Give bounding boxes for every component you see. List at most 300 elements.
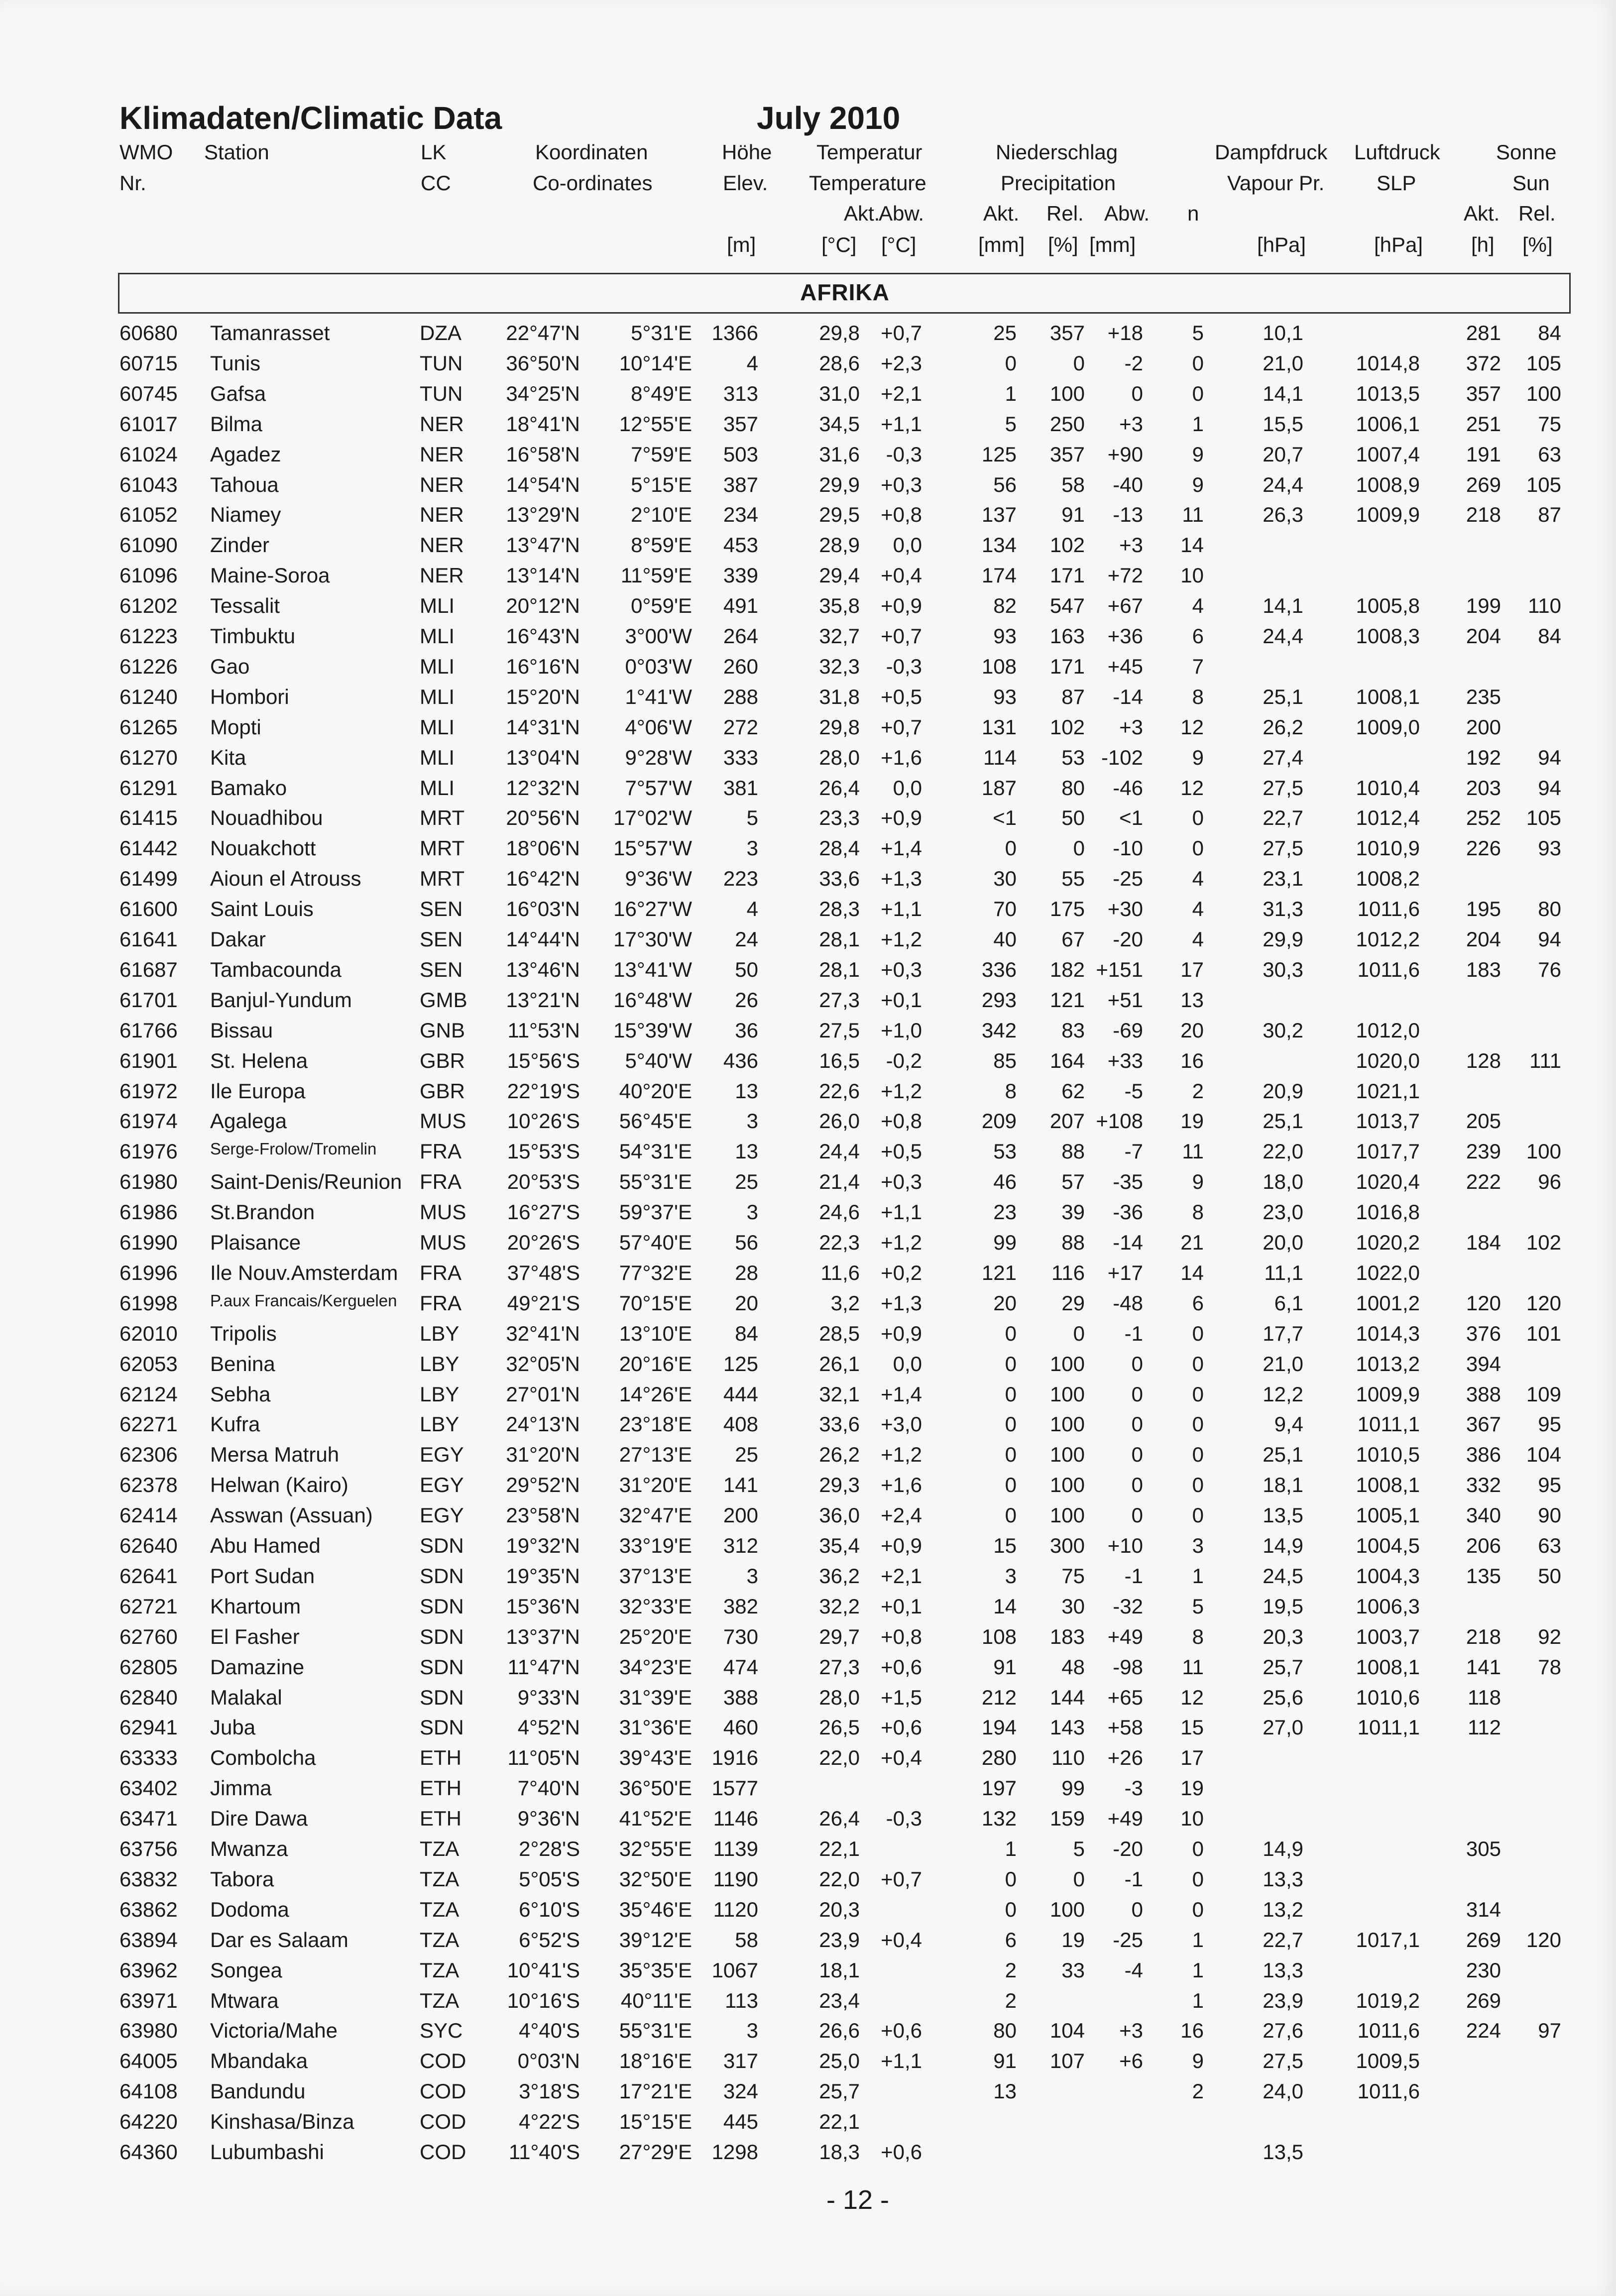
sun-relative: 110 bbox=[1528, 594, 1561, 618]
country-code: SDN bbox=[420, 1564, 464, 1588]
table-row bbox=[0, 1807, 1616, 1837]
temp-actual: 32,3 bbox=[819, 654, 860, 678]
longitude: 31°39'E bbox=[619, 1685, 692, 1709]
precip-actual: 0 bbox=[1005, 351, 1017, 375]
longitude: 59°37'E bbox=[619, 1200, 692, 1224]
elevation: 20 bbox=[735, 1291, 758, 1315]
sun-actual-label: Akt. bbox=[1464, 202, 1500, 225]
temp-actual: 18,1 bbox=[819, 1958, 860, 1982]
station-name: Tambacounda bbox=[210, 957, 342, 981]
station-name: Mersa Matruh bbox=[210, 1443, 340, 1467]
precip-deviation: +151 bbox=[1096, 957, 1143, 981]
latitude: 20°12'N bbox=[506, 594, 580, 618]
wmo-number: 61442 bbox=[119, 836, 178, 860]
wmo-number: 60745 bbox=[119, 381, 178, 405]
sun-hours: 251 bbox=[1466, 412, 1501, 436]
precip-relative: 75 bbox=[1061, 1564, 1085, 1588]
table-row bbox=[0, 1534, 1616, 1564]
longitude: 11°59'E bbox=[620, 564, 692, 587]
longitude: 7°57'W bbox=[625, 776, 692, 800]
wmo-number: 61901 bbox=[119, 1048, 178, 1072]
vapour-pressure: 14,1 bbox=[1263, 594, 1303, 618]
precip-days: 14 bbox=[1180, 1261, 1204, 1284]
vapour-pressure: 23,9 bbox=[1263, 1988, 1303, 2012]
wmo-number: 61291 bbox=[119, 776, 178, 800]
col-temperature-header: Temperatur bbox=[816, 140, 923, 164]
elevation: 381 bbox=[723, 776, 758, 800]
precip-actual: 121 bbox=[981, 1261, 1017, 1284]
elevation: 288 bbox=[723, 685, 758, 708]
sea-level-pressure: 1014,8 bbox=[1356, 351, 1420, 375]
precip-relative: 33 bbox=[1061, 1958, 1085, 1982]
temp-actual: 27,3 bbox=[819, 988, 860, 1012]
latitude: 18°41'N bbox=[506, 412, 580, 436]
station-name: St. Helena bbox=[210, 1048, 308, 1072]
sun-hours: 394 bbox=[1466, 1352, 1501, 1376]
vapour-pressure: 13,2 bbox=[1263, 1897, 1303, 1921]
wmo-number: 62124 bbox=[119, 1382, 178, 1406]
longitude: 8°49'E bbox=[631, 381, 692, 405]
country-code: GBR bbox=[420, 1048, 465, 1072]
sun-hours: 252 bbox=[1466, 806, 1501, 830]
latitude: 27°01'N bbox=[506, 1382, 580, 1406]
vapour-pressure: 25,1 bbox=[1263, 685, 1303, 708]
sun-hours: 357 bbox=[1466, 381, 1501, 405]
wmo-number: 61052 bbox=[119, 503, 178, 527]
temp-deviation: +0,9 bbox=[881, 806, 922, 830]
elevation: 339 bbox=[723, 564, 758, 587]
col-country-header: LK bbox=[421, 140, 447, 164]
station-name: Serge-Frolow/Tromelin bbox=[210, 1140, 377, 1158]
precip-relative: 88 bbox=[1061, 1140, 1085, 1163]
station-name: Mwanza bbox=[210, 1837, 288, 1860]
pressure-unit: [hPa] bbox=[1374, 233, 1423, 256]
temp-actual: 25,7 bbox=[819, 2079, 860, 2103]
elevation: 317 bbox=[723, 2049, 758, 2073]
vapour-pressure: 13,5 bbox=[1263, 2140, 1303, 2164]
precip-actual: 0 bbox=[1005, 1867, 1017, 1891]
country-code: COD bbox=[420, 2140, 466, 2164]
temp-actual: 28,6 bbox=[819, 351, 860, 375]
country-code: NER bbox=[420, 472, 464, 496]
table-row bbox=[0, 382, 1616, 412]
temp-actual: 29,7 bbox=[819, 1624, 860, 1648]
precip-relative: 163 bbox=[1049, 624, 1085, 648]
station-name: Plaisance bbox=[210, 1231, 301, 1254]
station-name: Banjul-Yundum bbox=[210, 988, 352, 1012]
latitude: 16°16'N bbox=[506, 654, 580, 678]
temp-actual: 26,4 bbox=[819, 1807, 860, 1831]
temp-actual: 35,8 bbox=[819, 594, 860, 618]
temp-actual: 29,9 bbox=[819, 472, 860, 496]
longitude: 57°40'E bbox=[619, 1231, 692, 1254]
temp-actual: 28,0 bbox=[819, 1685, 860, 1709]
latitude: 10°41'S bbox=[507, 1958, 580, 1982]
col-precipitation-header: Niederschlag bbox=[996, 140, 1118, 164]
precip-relative: 53 bbox=[1061, 745, 1085, 769]
precip-days: 2 bbox=[1192, 2079, 1204, 2103]
precip-days: 2 bbox=[1192, 1079, 1204, 1103]
sea-level-pressure: 1008,1 bbox=[1356, 1655, 1420, 1679]
latitude: 9°33'N bbox=[517, 1685, 580, 1709]
precip-relative: 144 bbox=[1049, 1685, 1085, 1709]
station-name: Asswan (Assuan) bbox=[210, 1503, 373, 1527]
elevation: 84 bbox=[735, 1321, 758, 1345]
country-code: SDN bbox=[420, 1685, 464, 1709]
latitude: 16°43'N bbox=[506, 624, 580, 648]
elevation: 453 bbox=[723, 533, 758, 557]
longitude: 17°02'W bbox=[613, 806, 692, 830]
station-name: Zinder bbox=[210, 533, 270, 557]
col-temperature-subheader: Temperature bbox=[809, 171, 926, 195]
temp-deviation: +0,9 bbox=[881, 1534, 922, 1557]
sun-relative: 120 bbox=[1526, 1928, 1561, 1952]
station-name: Tunis bbox=[210, 351, 261, 375]
elevation: 436 bbox=[723, 1048, 758, 1072]
table-row bbox=[0, 412, 1616, 443]
precip-days: 10 bbox=[1180, 564, 1204, 587]
latitude: 16°42'N bbox=[506, 867, 580, 891]
station-name: Mbandaka bbox=[210, 2049, 308, 2073]
temp-actual: 33,6 bbox=[819, 1412, 860, 1436]
precip-actual: 336 bbox=[981, 957, 1017, 981]
sun-relative: 111 bbox=[1529, 1048, 1561, 1072]
country-code: MRT bbox=[420, 867, 465, 891]
elevation: 25 bbox=[735, 1443, 758, 1467]
precip-days: 21 bbox=[1180, 1231, 1204, 1254]
precip-deviation: +3 bbox=[1119, 412, 1143, 436]
wmo-number: 61974 bbox=[119, 1109, 178, 1133]
sun-hours: 203 bbox=[1466, 776, 1501, 800]
precip-actual: 0 bbox=[1005, 1321, 1017, 1345]
temp-actual: 26,0 bbox=[819, 1109, 860, 1133]
precip-relative: 143 bbox=[1049, 1716, 1085, 1739]
sea-level-pressure: 1012,2 bbox=[1356, 927, 1420, 951]
precip-days: 9 bbox=[1192, 745, 1204, 769]
precip-days: 0 bbox=[1192, 1382, 1204, 1406]
sun-hours: 112 bbox=[1468, 1716, 1501, 1739]
precip-relative: 83 bbox=[1061, 1018, 1085, 1042]
vapour-pressure: 9,4 bbox=[1274, 1412, 1303, 1436]
wmo-number: 64360 bbox=[119, 2140, 178, 2164]
precip-actual: 93 bbox=[993, 685, 1017, 708]
country-code: ETH bbox=[420, 1776, 462, 1800]
sea-level-pressure: 1007,4 bbox=[1356, 442, 1420, 466]
country-code: EGY bbox=[420, 1473, 464, 1497]
precip-relative: 171 bbox=[1049, 564, 1085, 587]
precip-relative: 183 bbox=[1049, 1624, 1085, 1648]
station-name: Kinshasa/Binza bbox=[210, 2110, 354, 2134]
wmo-number: 64005 bbox=[119, 2049, 178, 2073]
station-name: Hombori bbox=[210, 685, 289, 708]
temp-actual: 22,0 bbox=[819, 1746, 860, 1770]
precip-days: 9 bbox=[1192, 2049, 1204, 2073]
sea-level-pressure: 1011,6 bbox=[1357, 897, 1420, 921]
vapour-pressure: 27,5 bbox=[1263, 2049, 1303, 2073]
precip-deviation: -46 bbox=[1113, 776, 1143, 800]
wmo-number: 61226 bbox=[119, 654, 178, 678]
station-name: P.aux Francais/Kerguelen bbox=[210, 1291, 397, 1310]
elevation: 13 bbox=[735, 1079, 758, 1103]
country-code: TZA bbox=[420, 1837, 460, 1860]
precip-deviation: +3 bbox=[1119, 715, 1143, 739]
country-code: ETH bbox=[420, 1807, 462, 1831]
temp-deviation: +0,1 bbox=[881, 988, 922, 1012]
wmo-number: 64220 bbox=[119, 2110, 178, 2134]
table-row bbox=[0, 836, 1616, 867]
vapour-pressure: 6,1 bbox=[1274, 1291, 1303, 1315]
precip-deviation: +30 bbox=[1107, 897, 1143, 921]
precip-relative: 0 bbox=[1073, 1321, 1085, 1345]
temp-deviation: +2,1 bbox=[881, 1564, 922, 1588]
elevation: 28 bbox=[735, 1261, 758, 1284]
precip-relative: 110 bbox=[1051, 1746, 1085, 1770]
temp-deviation: +1,1 bbox=[881, 897, 922, 921]
temp-deviation: -0,3 bbox=[886, 442, 922, 466]
wmo-number: 64108 bbox=[119, 2079, 178, 2103]
longitude: 2°10'E bbox=[631, 503, 692, 527]
precip-actual: 25 bbox=[993, 321, 1017, 344]
precip-relative: 357 bbox=[1049, 321, 1085, 344]
sun-hours: 200 bbox=[1466, 715, 1501, 739]
precip-actual: 91 bbox=[993, 2049, 1017, 2073]
longitude: 54°31'E bbox=[619, 1140, 692, 1163]
table-row bbox=[0, 715, 1616, 746]
table-row bbox=[0, 1170, 1616, 1200]
elevation: 4 bbox=[746, 897, 758, 921]
sea-level-pressure: 1012,4 bbox=[1356, 806, 1420, 830]
temp-deviation: +1,3 bbox=[881, 1291, 922, 1315]
wmo-number: 62271 bbox=[119, 1412, 178, 1436]
latitude: 11°53'N bbox=[507, 1018, 580, 1042]
vapour-pressure: 15,5 bbox=[1263, 412, 1303, 436]
latitude: 4°22'S bbox=[519, 2110, 580, 2134]
precip-actual: 131 bbox=[981, 715, 1017, 739]
precip-days: 0 bbox=[1192, 1473, 1204, 1497]
precip-deviation: -1 bbox=[1124, 1321, 1143, 1345]
vapour-pressure: 22,0 bbox=[1263, 1140, 1303, 1163]
precip-days: 14 bbox=[1180, 533, 1204, 557]
station-name: Victoria/Mahe bbox=[210, 2019, 338, 2043]
sun-hours: 224 bbox=[1466, 2019, 1501, 2043]
longitude: 0°59'E bbox=[631, 594, 692, 618]
longitude: 15°39'W bbox=[613, 1018, 692, 1042]
precip-days: 0 bbox=[1192, 1352, 1204, 1376]
precip-actual: 108 bbox=[981, 654, 1017, 678]
precip-deviation: 0 bbox=[1131, 1412, 1143, 1436]
temp-actual: 28,0 bbox=[819, 745, 860, 769]
temp-deviation: +0,9 bbox=[881, 1321, 922, 1345]
precip-relative: 48 bbox=[1061, 1655, 1085, 1679]
station-name: Malakal bbox=[210, 1685, 282, 1709]
precip-relative: 100 bbox=[1049, 1503, 1085, 1527]
longitude: 32°47'E bbox=[619, 1503, 692, 1527]
longitude: 13°41'W bbox=[613, 957, 692, 981]
sun-relative: 104 bbox=[1526, 1443, 1561, 1467]
temp-actual: 3,2 bbox=[830, 1291, 860, 1315]
temp-actual: 28,9 bbox=[819, 533, 860, 557]
temp-actual: 20,3 bbox=[819, 1897, 860, 1921]
sea-level-pressure: 1009,9 bbox=[1356, 503, 1420, 527]
sun-hours: 118 bbox=[1468, 1685, 1501, 1709]
sea-level-pressure: 1016,8 bbox=[1356, 1200, 1420, 1224]
longitude: 31°36'E bbox=[619, 1716, 692, 1739]
precip-days: 13 bbox=[1180, 988, 1204, 1012]
longitude: 15°15'E bbox=[619, 2110, 692, 2134]
elevation: 4 bbox=[746, 351, 758, 375]
temp-actual: 25,0 bbox=[819, 2049, 860, 2073]
precip-deviation: -20 bbox=[1113, 1837, 1143, 1860]
precip-relative: 104 bbox=[1049, 2019, 1085, 2043]
sun-relative: 80 bbox=[1538, 897, 1561, 921]
precip-days: 16 bbox=[1180, 2019, 1204, 2043]
sun-hours: 128 bbox=[1466, 1048, 1501, 1072]
longitude: 34°23'E bbox=[619, 1655, 692, 1679]
sun-hours: 281 bbox=[1466, 321, 1501, 344]
wmo-number: 61202 bbox=[119, 594, 178, 618]
wmo-number: 62941 bbox=[119, 1716, 178, 1739]
longitude: 32°55'E bbox=[619, 1837, 692, 1860]
precip-relative: 30 bbox=[1061, 1594, 1085, 1618]
country-code: SDN bbox=[420, 1534, 464, 1557]
country-code: MLI bbox=[420, 654, 455, 678]
wmo-number: 61976 bbox=[119, 1140, 178, 1163]
station-name: Khartoum bbox=[210, 1594, 301, 1618]
precip-actual: 134 bbox=[981, 533, 1017, 557]
precip-days: 12 bbox=[1180, 776, 1204, 800]
latitude: 4°52'N bbox=[517, 1716, 580, 1739]
precip-days: 17 bbox=[1180, 957, 1204, 981]
table-row bbox=[0, 624, 1616, 655]
sun-hours: 376 bbox=[1466, 1321, 1501, 1345]
vapour-pressure: 14,9 bbox=[1263, 1837, 1303, 1860]
longitude: 39°12'E bbox=[619, 1928, 692, 1952]
col-wmo-header: WMO bbox=[119, 140, 173, 164]
precip-actual: 5 bbox=[1005, 412, 1017, 436]
temp-deviation: +0,6 bbox=[881, 1655, 922, 1679]
table-row bbox=[0, 1716, 1616, 1746]
wmo-number: 63832 bbox=[119, 1867, 178, 1891]
sun-relative-label: Rel. bbox=[1518, 202, 1556, 225]
wmo-number: 61600 bbox=[119, 897, 178, 921]
sea-level-pressure: 1006,3 bbox=[1356, 1594, 1420, 1618]
longitude: 5°15'E bbox=[631, 472, 692, 496]
precip-relative: 100 bbox=[1049, 381, 1085, 405]
precip-actual: 194 bbox=[981, 1716, 1017, 1739]
precip-days: 20 bbox=[1180, 1018, 1204, 1042]
precip-days: 0 bbox=[1192, 1837, 1204, 1860]
table-row bbox=[0, 1322, 1616, 1352]
table-row bbox=[0, 1291, 1616, 1322]
sea-level-pressure: 1011,6 bbox=[1357, 2079, 1420, 2103]
precip-deviation: 0 bbox=[1131, 1352, 1143, 1376]
elevation: 13 bbox=[735, 1140, 758, 1163]
precip-relative: 87 bbox=[1061, 685, 1085, 708]
temp-actual-unit: [°C] bbox=[821, 233, 857, 256]
precip-days: 4 bbox=[1192, 867, 1204, 891]
elevation: 324 bbox=[723, 2079, 758, 2103]
temp-actual: 36,2 bbox=[819, 1564, 860, 1588]
station-name: Tabora bbox=[210, 1867, 274, 1891]
sun-relative-unit: [%] bbox=[1522, 233, 1553, 256]
longitude: 5°31'E bbox=[631, 321, 692, 344]
country-code: MLI bbox=[420, 715, 455, 739]
precip-deviation: 0 bbox=[1131, 1443, 1143, 1467]
longitude: 23°18'E bbox=[619, 1412, 692, 1436]
temp-deviation: +0,6 bbox=[881, 2019, 922, 2043]
temp-deviation: +1,1 bbox=[881, 2049, 922, 2073]
precip-days: 0 bbox=[1192, 1867, 1204, 1891]
precip-actual: 0 bbox=[1005, 1897, 1017, 1921]
country-code: MRT bbox=[420, 806, 465, 830]
temp-deviation: +0,4 bbox=[881, 564, 922, 587]
longitude: 31°20'E bbox=[619, 1473, 692, 1497]
temp-actual: 32,1 bbox=[819, 1382, 860, 1406]
precip-days: 12 bbox=[1180, 715, 1204, 739]
temp-actual: 31,0 bbox=[819, 381, 860, 405]
precip-days: 11 bbox=[1182, 503, 1204, 527]
temp-deviation: +0,3 bbox=[881, 957, 922, 981]
sea-level-pressure: 1008,3 bbox=[1356, 624, 1420, 648]
vapour-unit: [hPa] bbox=[1257, 233, 1306, 256]
sun-relative: 105 bbox=[1526, 472, 1561, 496]
precip-actual: 280 bbox=[981, 1746, 1017, 1770]
col-coordinates-subheader: Co-ordinates bbox=[533, 171, 653, 195]
precip-actual: 20 bbox=[993, 1291, 1017, 1315]
latitude: 31°20'N bbox=[506, 1443, 580, 1467]
country-code: TZA bbox=[420, 1958, 460, 1982]
wmo-number: 61766 bbox=[119, 1018, 178, 1042]
precip-actual: 56 bbox=[993, 472, 1017, 496]
precip-relative: 100 bbox=[1049, 1897, 1085, 1921]
precip-relative: 207 bbox=[1049, 1109, 1085, 1133]
longitude: 70°15'E bbox=[619, 1291, 692, 1315]
precip-relative: 102 bbox=[1049, 715, 1085, 739]
precip-actual: 70 bbox=[993, 897, 1017, 921]
sun-hours: 372 bbox=[1466, 351, 1501, 375]
precip-actual: 209 bbox=[981, 1109, 1017, 1133]
precip-deviation: +10 bbox=[1107, 1534, 1143, 1557]
precip-actual: 1 bbox=[1005, 381, 1017, 405]
sun-relative: 105 bbox=[1526, 351, 1561, 375]
sun-relative: 84 bbox=[1538, 321, 1561, 344]
latitude: 11°05'N bbox=[507, 1746, 580, 1770]
sea-level-pressure: 1004,3 bbox=[1356, 1564, 1420, 1588]
precip-deviation: -48 bbox=[1113, 1291, 1143, 1315]
precip-deviation: -1 bbox=[1124, 1564, 1143, 1588]
elevation: 3 bbox=[746, 836, 758, 860]
latitude: 19°32'N bbox=[506, 1534, 580, 1557]
vapour-pressure: 27,6 bbox=[1263, 2019, 1303, 2043]
sun-hours: 269 bbox=[1466, 1928, 1501, 1952]
precip-deviation: +17 bbox=[1107, 1261, 1143, 1284]
precip-deviation: 0 bbox=[1131, 1473, 1143, 1497]
wmo-number: 62414 bbox=[119, 1503, 178, 1527]
longitude: 1°41'W bbox=[625, 685, 692, 708]
precip-deviation: +3 bbox=[1119, 2019, 1143, 2043]
latitude: 13°14'N bbox=[506, 564, 580, 587]
wmo-number: 61972 bbox=[119, 1079, 178, 1103]
elevation: 3 bbox=[746, 1564, 758, 1588]
temp-actual: 24,4 bbox=[819, 1140, 860, 1163]
precip-days: 0 bbox=[1192, 1503, 1204, 1527]
precip-deviation: +6 bbox=[1119, 2049, 1143, 2073]
vapour-pressure: 25,1 bbox=[1263, 1109, 1303, 1133]
vapour-pressure: 24,4 bbox=[1263, 624, 1303, 648]
table-row bbox=[0, 2049, 1616, 2079]
table-row bbox=[0, 2079, 1616, 2110]
elevation: 260 bbox=[723, 654, 758, 678]
